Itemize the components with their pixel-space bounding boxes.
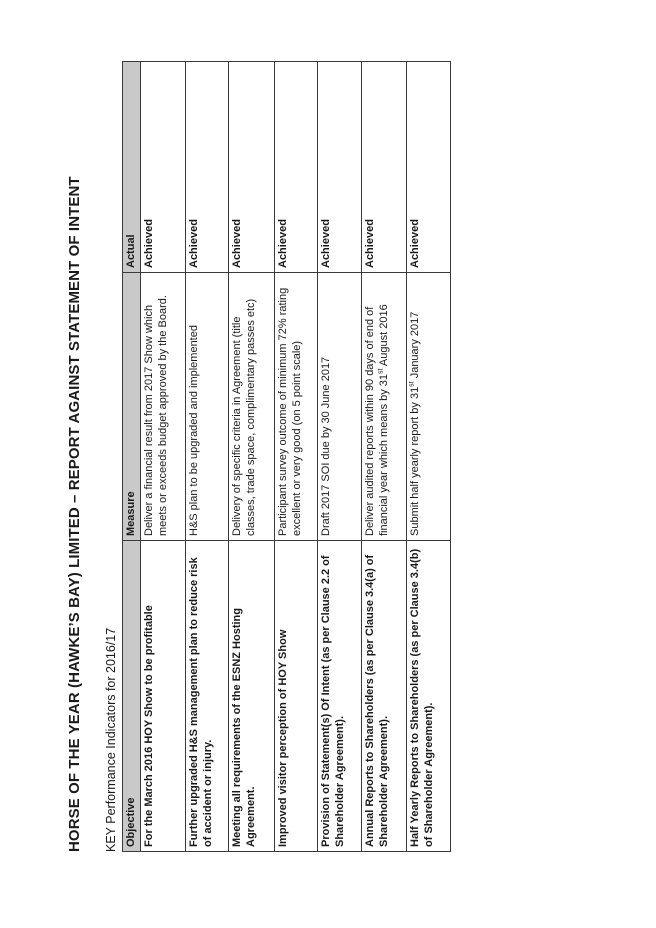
objective-cell: Provision of Statement(s) Of Intent (as per Clause 2.2 of Shareholder Agreement). bbox=[318, 541, 362, 852]
table-header-row bbox=[123, 62, 141, 852]
objective-cell: Further upgraded H&S management plan to reduce risk of accident or injury. bbox=[186, 541, 229, 852]
objective-cell: Meeting all requirements of the ESNZ Hosting Agreement. bbox=[229, 541, 275, 852]
table-row bbox=[141, 62, 186, 852]
header-measure: Measure bbox=[123, 273, 141, 541]
table-row bbox=[362, 62, 407, 852]
actual-cell: Achieved bbox=[362, 62, 407, 273]
table-row bbox=[407, 62, 451, 852]
actual-cell: Achieved bbox=[318, 62, 362, 273]
measure-cell: Participant survey outcome of minimum 72% rating excellent or very good (on 5 point scale) bbox=[275, 273, 318, 541]
header-actual: Actual bbox=[123, 62, 141, 273]
actual-cell: Achieved bbox=[141, 62, 186, 273]
measure-cell bbox=[362, 273, 407, 541]
table-row bbox=[318, 62, 362, 852]
measure-text: August 2016 bbox=[378, 304, 390, 369]
measure-cell: Draft 2017 SOI due by 30 June 2017 bbox=[318, 273, 362, 541]
actual-cell: Achieved bbox=[186, 62, 229, 273]
header-objective: Objective bbox=[123, 541, 141, 852]
measure-text: January 2017 bbox=[409, 311, 421, 382]
document-subtitle: KEY Performance Indicators for 2016/17 bbox=[104, 627, 118, 852]
rotated-document bbox=[66, 62, 476, 852]
table-row bbox=[186, 62, 229, 852]
ordinal-suffix: st bbox=[408, 381, 416, 387]
objective-cell: Improved visitor perception of HOY Show bbox=[275, 541, 318, 852]
measure-cell: H&S plan to be upgraded and implemented bbox=[186, 273, 229, 541]
actual-cell: Achieved bbox=[407, 62, 451, 273]
ordinal-suffix: st bbox=[377, 368, 385, 374]
measure-text: Deliver audited reports within 90 days of end of financial year which means by 31 bbox=[364, 306, 390, 536]
measure-cell: Deliver a financial result from 2017 Show which meets or exceeds budget approved by the Board. bbox=[141, 273, 186, 541]
objective-cell: Annual Reports to Shareholders (as per Clause 3.4(a) of Shareholder Agreement). bbox=[362, 541, 407, 852]
kpi-table bbox=[122, 61, 451, 852]
actual-cell: Achieved bbox=[229, 62, 275, 273]
document-title: HORSE OF THE YEAR (HAWKE’S BAY) LIMITED – REPORT AGAINST STATEMENT OF INTENT bbox=[66, 176, 83, 852]
measure-cell bbox=[407, 273, 451, 541]
measure-cell: Delivery of specific criteria in Agreement (title classes, trade space, complimentary passes etc) bbox=[229, 273, 275, 541]
table-row bbox=[229, 62, 275, 852]
measure-text: Submit half yearly report by 31 bbox=[409, 386, 421, 536]
table-row bbox=[275, 62, 318, 852]
actual-cell: Achieved bbox=[275, 62, 318, 273]
objective-cell: For the March 2016 HOY Show to be profitable bbox=[141, 541, 186, 852]
objective-cell: Half Yearly Reports to Shareholders (as per Clause 3.4(b) of Shareholder Agreement). bbox=[407, 541, 451, 852]
